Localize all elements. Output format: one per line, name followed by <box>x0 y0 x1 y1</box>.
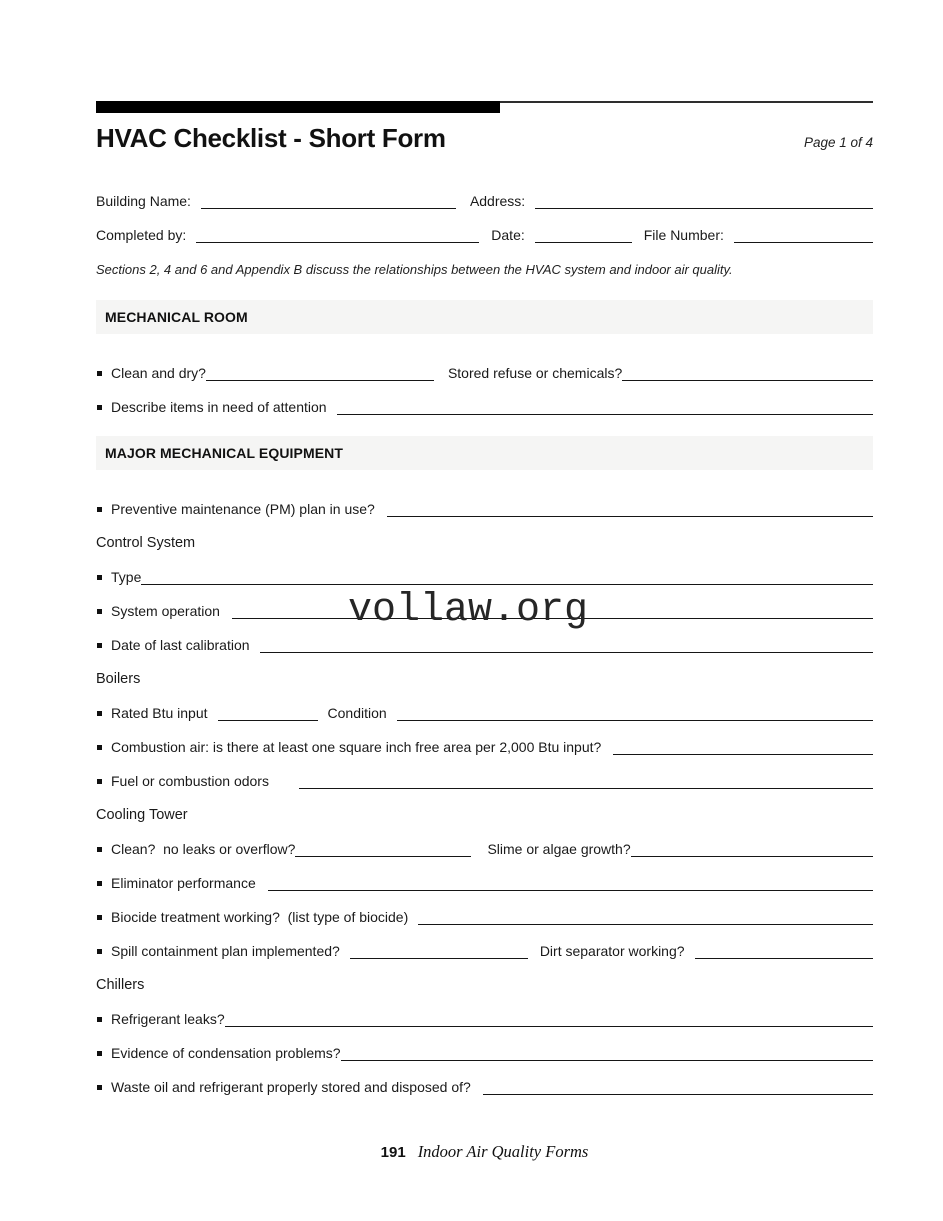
subheading-row-control-system <box>96 518 873 552</box>
address-input[interactable] <box>535 204 873 209</box>
field-row-clean-leaks <box>96 824 873 858</box>
bullet-square-icon <box>97 881 102 886</box>
completed-by-label: Completed by: <box>96 227 187 244</box>
describe-attention-label: Describe items in need of attention <box>111 399 327 416</box>
bullet-square-icon <box>97 371 102 376</box>
address-label: Address: <box>469 193 526 210</box>
field-row-pm-plan <box>96 484 873 518</box>
footer-page-number: 191 <box>380 1143 406 1161</box>
field-row-calibration <box>96 620 873 654</box>
bullet-square-icon <box>97 575 102 580</box>
spill-label: Spill containment plan implemented? <box>111 943 340 960</box>
clean-dry-input[interactable] <box>206 376 434 381</box>
section-title: MECHANICAL ROOM <box>105 308 248 325</box>
section-header-mechanical-room <box>96 300 873 334</box>
eliminator-label: Eliminator performance <box>111 875 256 892</box>
info-row-1 <box>96 178 873 210</box>
field-row-waste-oil <box>96 1062 873 1096</box>
pm-plan-input[interactable] <box>387 512 873 517</box>
refrigerant-leaks-label: Refrigerant leaks? <box>111 1011 225 1028</box>
dirt-separator-input[interactable] <box>695 954 873 959</box>
date-input[interactable] <box>535 238 632 243</box>
pm-plan-label: Preventive maintenance (PM) plan in use? <box>111 501 375 518</box>
field-row-rated-btu <box>96 688 873 722</box>
condition-input[interactable] <box>397 716 873 721</box>
refrigerant-leaks-input[interactable] <box>225 1022 873 1027</box>
fuel-odors-input[interactable] <box>299 784 873 789</box>
clean-leaks-input[interactable] <box>295 852 471 857</box>
subheading-row-chillers <box>96 960 873 994</box>
bullet-square-icon <box>97 643 102 648</box>
subheading-row-cooling-tower <box>96 790 873 824</box>
boilers-heading: Boilers <box>96 670 141 687</box>
section-header-major-mechanical-equipment <box>96 436 873 470</box>
system-operation-input[interactable] <box>232 614 873 619</box>
subheading-row-boilers <box>96 654 873 688</box>
field-row-eliminator <box>96 858 873 892</box>
clean-dry-label: Clean and dry? <box>111 365 206 382</box>
cooling-tower-heading: Cooling Tower <box>96 806 188 823</box>
condensation-input[interactable] <box>341 1056 873 1061</box>
biocide-input[interactable] <box>418 920 873 925</box>
bullet-square-icon <box>97 779 102 784</box>
watermark: vollaw.org <box>348 588 589 633</box>
bullet-square-icon <box>97 711 102 716</box>
bullet-square-icon <box>97 949 102 954</box>
page-title: HVAC Checklist - Short Form <box>96 123 446 153</box>
bullet-square-icon <box>97 1017 102 1022</box>
date-label: Date: <box>491 227 525 244</box>
file-number-label: File Number: <box>643 227 724 244</box>
biocide-label: Biocide treatment working? (list type of biocide) <box>111 909 409 926</box>
bullet-square-icon <box>97 507 102 512</box>
building-name-label: Building Name: <box>96 193 191 210</box>
bullet-square-icon <box>97 1051 102 1056</box>
file-number-input[interactable] <box>734 238 873 243</box>
field-row-clean-dry <box>96 348 873 382</box>
intro-note: Sections 2, 4 and 6 and Appendix B discuss the relationships between the HVAC system and indoor air quality. <box>96 261 733 277</box>
bullet-square-icon <box>97 405 102 410</box>
field-row-condensation <box>96 1028 873 1062</box>
calibration-label: Date of last calibration <box>111 637 250 654</box>
bullet-square-icon <box>97 847 102 852</box>
system-operation-label: System operation <box>111 603 220 620</box>
bullet-square-icon <box>97 745 102 750</box>
field-row-biocide <box>96 892 873 926</box>
clean-leaks-label: Clean? no leaks or overflow? <box>111 841 296 858</box>
describe-attention-input[interactable] <box>337 410 873 415</box>
condition-label: Condition <box>327 705 387 722</box>
field-row-spill-containment <box>96 926 873 960</box>
header-black-bar <box>96 101 500 113</box>
page-footer <box>96 1142 873 1162</box>
rated-btu-label: Rated Btu input <box>111 705 208 722</box>
slime-algae-label: Slime or algae growth? <box>487 841 631 858</box>
field-row-system-operation <box>96 586 873 620</box>
rated-btu-input[interactable] <box>218 716 318 721</box>
spill-input[interactable] <box>350 954 528 959</box>
bullet-square-icon <box>97 609 102 614</box>
eliminator-input[interactable] <box>268 886 873 891</box>
footer-publication-title: Indoor Air Quality Forms <box>417 1141 589 1161</box>
dirt-separator-label: Dirt separator working? <box>539 943 685 960</box>
info-row-2 <box>96 212 873 244</box>
calibration-input[interactable] <box>260 648 873 653</box>
combustion-air-input[interactable] <box>613 750 873 755</box>
title-row <box>96 0 873 154</box>
slime-algae-input[interactable] <box>631 852 873 857</box>
waste-oil-label: Waste oil and refrigerant properly stored and disposed of? <box>111 1079 471 1096</box>
bullet-square-icon <box>97 915 102 920</box>
condensation-label: Evidence of condensation problems? <box>111 1045 341 1062</box>
fuel-odors-label: Fuel or combustion odors <box>111 773 269 790</box>
field-row-combustion-air <box>96 722 873 756</box>
field-row-type <box>96 552 873 586</box>
chillers-heading: Chillers <box>96 976 145 993</box>
section-title: MAJOR MECHANICAL EQUIPMENT <box>105 444 344 461</box>
stored-refuse-input[interactable] <box>622 376 873 381</box>
bullet-square-icon <box>97 1085 102 1090</box>
page-content <box>96 0 873 1162</box>
combustion-air-label: Combustion air: is there at least one square inch free area per 2,000 Btu input? <box>111 739 602 756</box>
building-name-input[interactable] <box>201 204 456 209</box>
waste-oil-input[interactable] <box>483 1090 873 1095</box>
type-label: Type <box>111 569 142 586</box>
completed-by-input[interactable] <box>196 238 479 243</box>
field-row-refrigerant-leaks <box>96 994 873 1028</box>
field-row-fuel-odors <box>96 756 873 790</box>
page-indicator: Page 1 of 4 <box>803 135 873 150</box>
control-system-heading: Control System <box>96 534 196 551</box>
field-row-describe-attention <box>96 382 873 416</box>
stored-refuse-label: Stored refuse or chemicals? <box>447 365 623 382</box>
type-input[interactable] <box>141 580 873 585</box>
